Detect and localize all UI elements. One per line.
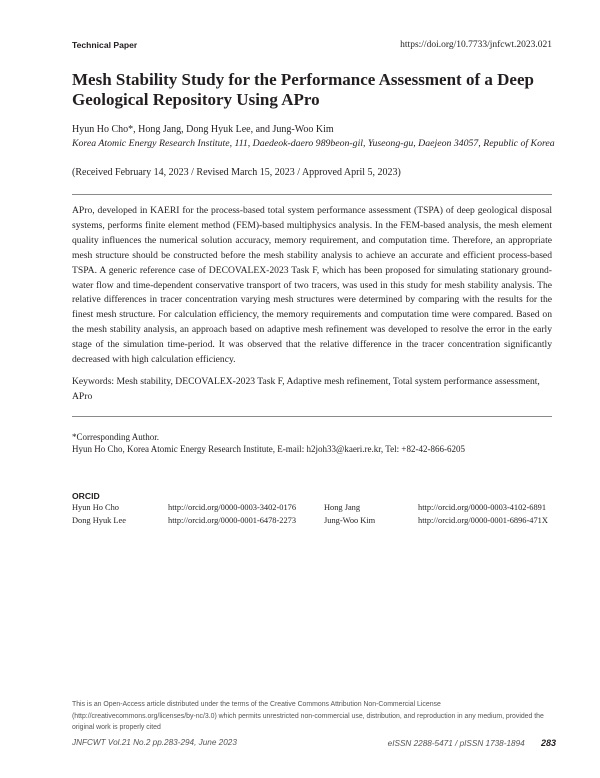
footer-right (388, 738, 556, 748)
abstract-top-divider (72, 194, 552, 195)
orcid-link[interactable]: http://orcid.org/0000-0001-6896-471X (418, 516, 548, 525)
orcid-author-name: Hong Jang (324, 503, 361, 512)
journal-citation: JNFCWT Vol.21 No.2 pp.283-294, June 2023 (72, 738, 237, 747)
article-type-label: Technical Paper (72, 40, 138, 50)
corresponding-author-label: *Corresponding Author. (72, 432, 159, 442)
orcid-heading: ORCID (72, 491, 100, 501)
paper-title: Mesh Stability Study for the Performance Assessment of a Deep Geological Repository Using APro (72, 70, 534, 109)
orcid-row (72, 501, 552, 514)
orcid-link[interactable]: http://orcid.org/0000-0003-4102-6891 (418, 503, 547, 512)
orcid-author-name: Dong Hyuk Lee (72, 516, 126, 525)
abstract-text: APro, developed in KAERI for the process-based total system performance assessment (TSPA) of deep geological disposal systems, performs finite element method (FEM)-based multiphysics analysis. In the FEM-based analysis, the mesh element quality influences the numerical solution accuracy, memory requirement, and computation time. Therefore, an appropriate mesh structure should be constructed before the mesh stability analysis to achieve an accurate and efficient process-based TSPA. A generic reference case of DECOVALEX-2023 Task F, which has been proposed for simulating stationary ground-water flow and time-dependent conservative transport of two tracers, was used in this study for mesh stability analysis. The relative differences in tracer concentration varying mesh structures were determined by comparing with the results for the finest mesh structure. For calculation efficiency, the memory requirements and computation time were compared. Based on the mesh stability analysis, an approach based on adaptive mesh refinement was developed to resolve the error in the early stage of the simulation time-period. It was observed that the relative difference in the tracer concentration significantly decreased with high calculation efficiency. (72, 205, 552, 366)
doi-link[interactable]: https://doi.org/10.7733/jnfcwt.2023.021 (400, 40, 552, 50)
orcid-author-name: Hyun Ho Cho (72, 503, 119, 512)
received-dates: (Received February 14, 2023 / Revised March 15, 2023 / Approved April 5, 2023) (72, 167, 401, 178)
orcid-table (72, 501, 552, 527)
abstract-bottom-divider (72, 416, 552, 417)
orcid-author-name: Jung-Woo Kim (324, 516, 376, 525)
corresponding-author-details: Hyun Ho Cho, Korea Atomic Energy Research Institute, E-mail: h2joh33@kaeri.re.kr, Tel: +82-42-866-6205 (72, 444, 465, 454)
license-notice: This is an Open-Access article distributed under the terms of the Creative Commons Attribution Non-Commercial License (http://creativecommons.org/licenses/by-nc/3.0) which permits unrestricted non-commercial use, distribution, and reproduction in any medium, provided the original work is properly cited (72, 701, 544, 731)
issn-text: eISSN 2288-5471 / pISSN 1738-1894 (387, 739, 525, 748)
author-affiliation: Korea Atomic Energy Research Institute, 111, Daedeok-daero 989beon-gil, Yuseong-gu, Daejeon 34057, Republic of Korea (72, 138, 555, 149)
orcid-row (72, 514, 552, 527)
orcid-link[interactable]: http://orcid.org/0000-0003-3402-0176 (168, 503, 297, 512)
abstract (72, 204, 552, 368)
page-number: 283 (540, 738, 556, 748)
author-list: Hyun Ho Cho*, Hong Jang, Dong Hyuk Lee, and Jung-Woo Kim (72, 124, 334, 135)
keywords: Keywords: Mesh stability, DECOVALEX-2023 Task F, Adaptive mesh refinement, Total system performance assessment, APro (72, 376, 540, 402)
orcid-link[interactable]: http://orcid.org/0000-0001-6478-2273 (168, 516, 297, 525)
